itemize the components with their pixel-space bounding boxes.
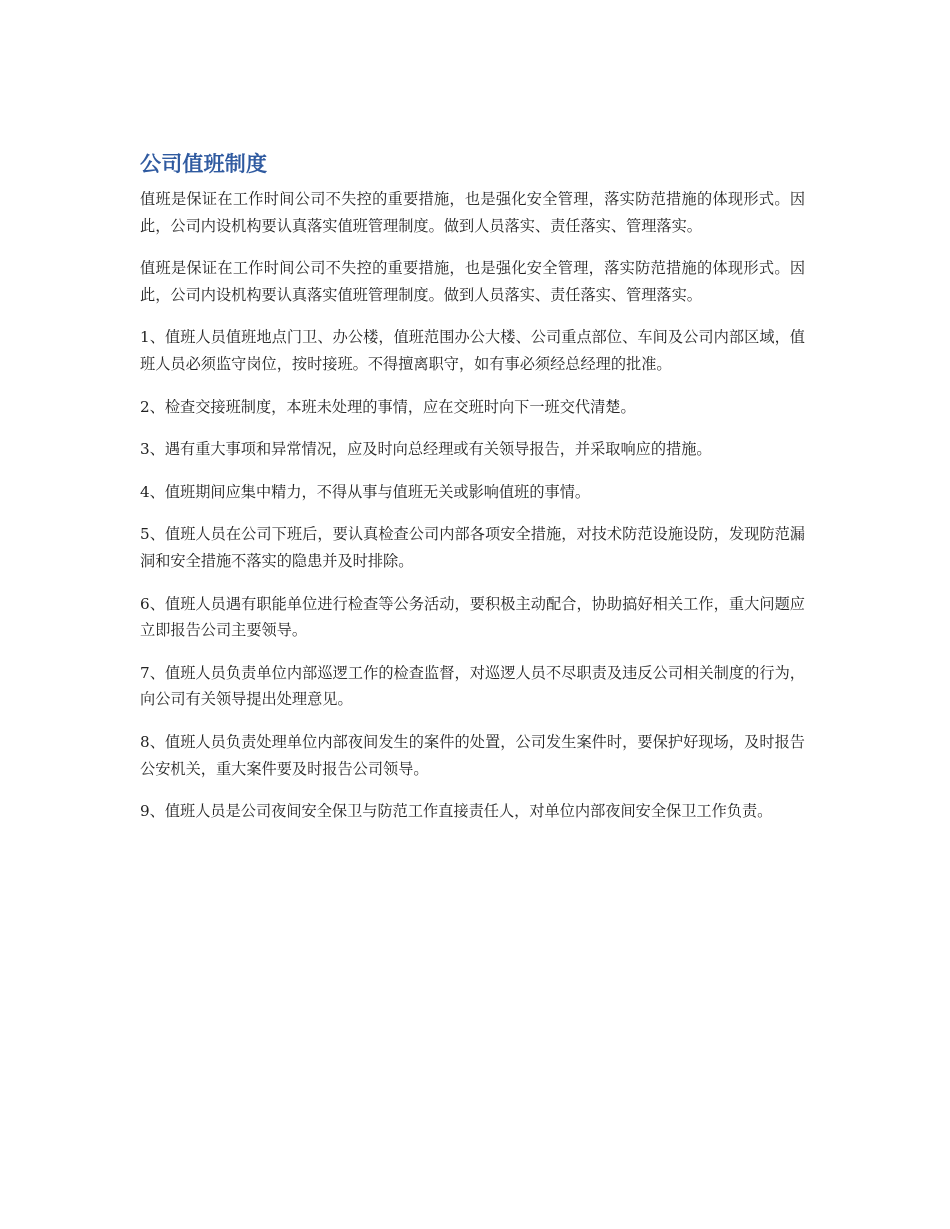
intro-paragraph-1: 值班是保证在工作时间公司不失控的重要措施，也是强化安全管理，落实防范措施的体现形式。因此，公司内设机构要认真落实值班管理制度。做到人员落实、责任落实、管理落实。	[140, 190, 805, 235]
rule-item-6: 6、值班人员遇有职能单位进行检查等公务活动，要积极主动配合，协助搞好相关工作，重大问题应立即报告公司主要领导。	[140, 594, 805, 640]
rule-item-9: 9、值班人员是公司夜间安全保卫与防范工作直接责任人，对单位内部夜间安全保卫工作负责。	[140, 802, 773, 821]
document-content	[140, 148, 805, 841]
rule-item-8: 8、值班人员负责处理单位内部夜间发生的案件的处置，公司发生案件时，要保护好现场，及时报告公安机关，重大案件要及时报告公司领导。	[140, 732, 805, 778]
document-title: 公司值班制度	[140, 152, 268, 176]
rule-item-2: 2、检查交接班制度，本班未处理的事情，应在交班时向下一班交代清楚。	[140, 397, 636, 416]
rule-item-1: 1、值班人员值班地点门卫、办公楼，值班范围办公大楼、公司重点部位、车间及公司内部区域，值班人员必须监守岗位，按时接班。不得擅离职守，如有事必须经总经理的批准。	[140, 328, 805, 373]
intro-paragraph-2: 值班是保证在工作时间公司不失控的重要措施，也是强化安全管理，落实防范措施的体现形式。因此，公司内设机构要认真落实值班管理制度。做到人员落实、责任落实、管理落实。	[140, 259, 805, 304]
rule-item-5: 5、值班人员在公司下班后，要认真检查公司内部各项安全措施，对技术防范设施设防，发现防范漏洞和安全措施不落实的隐患并及时排除。	[140, 525, 805, 570]
rule-item-3: 3、遇有重大事项和异常情况，应及时向总经理或有关领导报告，并采取响应的措施。	[140, 440, 712, 459]
rule-item-4: 4、值班期间应集中精力，不得从事与值班无关或影响值班的事情。	[140, 482, 591, 501]
rule-item-7: 7、值班人员负责单位内部巡逻工作的检查监督，对巡逻人员不尽职责及违反公司相关制度的行为，向公司有关领导提出处理意见。	[140, 663, 805, 709]
